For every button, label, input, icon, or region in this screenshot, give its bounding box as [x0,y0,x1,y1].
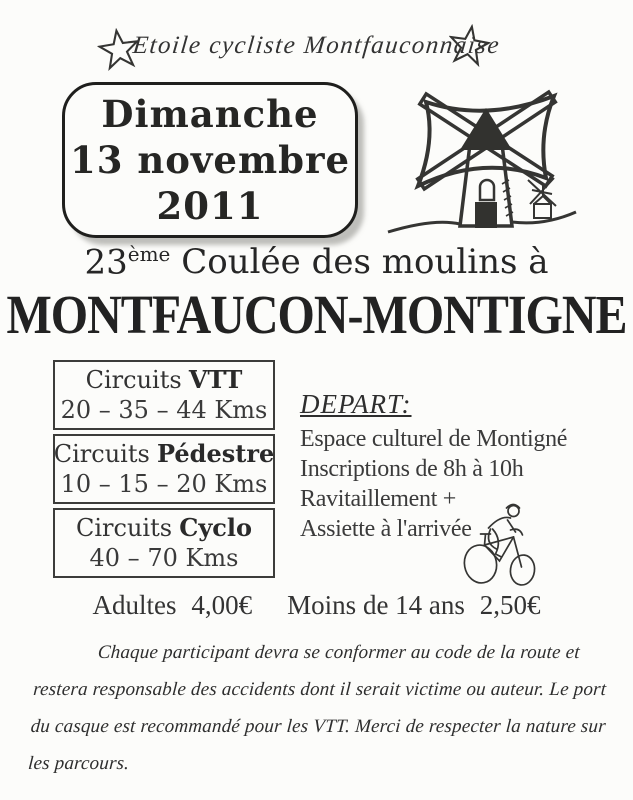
adult-label: Adultes [92,590,177,620]
depart-section [300,389,600,544]
circuits-table [53,360,275,582]
date-day: Dimanche [101,92,319,136]
circuit-row-cyclo [53,508,275,578]
adult-price: 4,00€ [191,590,253,620]
pricing-line [0,590,633,621]
cyclist-icon [453,485,553,590]
date-date: 13 novembre [69,138,351,182]
child-label: Moins de 14 ans [287,590,465,620]
club-name: Etoile cycliste Montfauconnaise [131,32,502,59]
circuit-distances: 40 – 70 Kms [89,544,239,572]
event-title [0,242,633,282]
circuit-row-vtt [53,360,275,430]
circuit-row-pedestre [53,434,275,504]
depart-line: Espace culturel de Montigné [300,426,568,452]
circuit-label: Circuits [75,514,173,542]
circuit-name: Pédestre [157,439,275,468]
depart-line: Ravitaillement + [300,486,457,512]
disclaimer-line: du casque est recommandé pour les VTT. Merci de respecter la nature sur [29,716,607,737]
child-price: 2,50€ [479,590,541,620]
date-box [62,82,358,238]
disclaimer-line: les parcours. [27,753,130,774]
location-title: MONTFAUCON-MONTIGNE [6,285,627,346]
circuit-type [54,439,274,469]
circuit-type [86,365,243,395]
circuit-type [76,513,252,543]
circuit-distances: 10 – 15 – 20 Kms [60,470,268,498]
circuit-name: Cyclo [179,513,253,542]
depart-heading: DEPART: [300,389,412,419]
circuit-label: Circuits [85,366,182,394]
edition-number: 23 [84,242,128,283]
circuit-label: Circuits [53,440,150,468]
circuit-distances: 20 – 35 – 44 Kms [60,396,268,424]
disclaimer-line: restera responsable des accidents dont il serait victime ou auteur. Le port [32,679,607,700]
edition-ordinal: ème [127,242,171,266]
disclaimer [27,634,617,782]
star-icon [445,21,493,69]
header [0,24,633,72]
event-title-text: Coulée des moulins à [181,242,549,283]
date-year: 2011 [156,184,264,228]
depart-line: Inscriptions de 8h à 10h [300,456,524,482]
disclaimer-line: Chaque participant devra se conformer au code de la route et [97,642,581,663]
circuit-name: VTT [188,365,243,394]
windmill-icon [386,86,578,238]
depart-line: Assiette à l'arrivée [300,516,472,542]
